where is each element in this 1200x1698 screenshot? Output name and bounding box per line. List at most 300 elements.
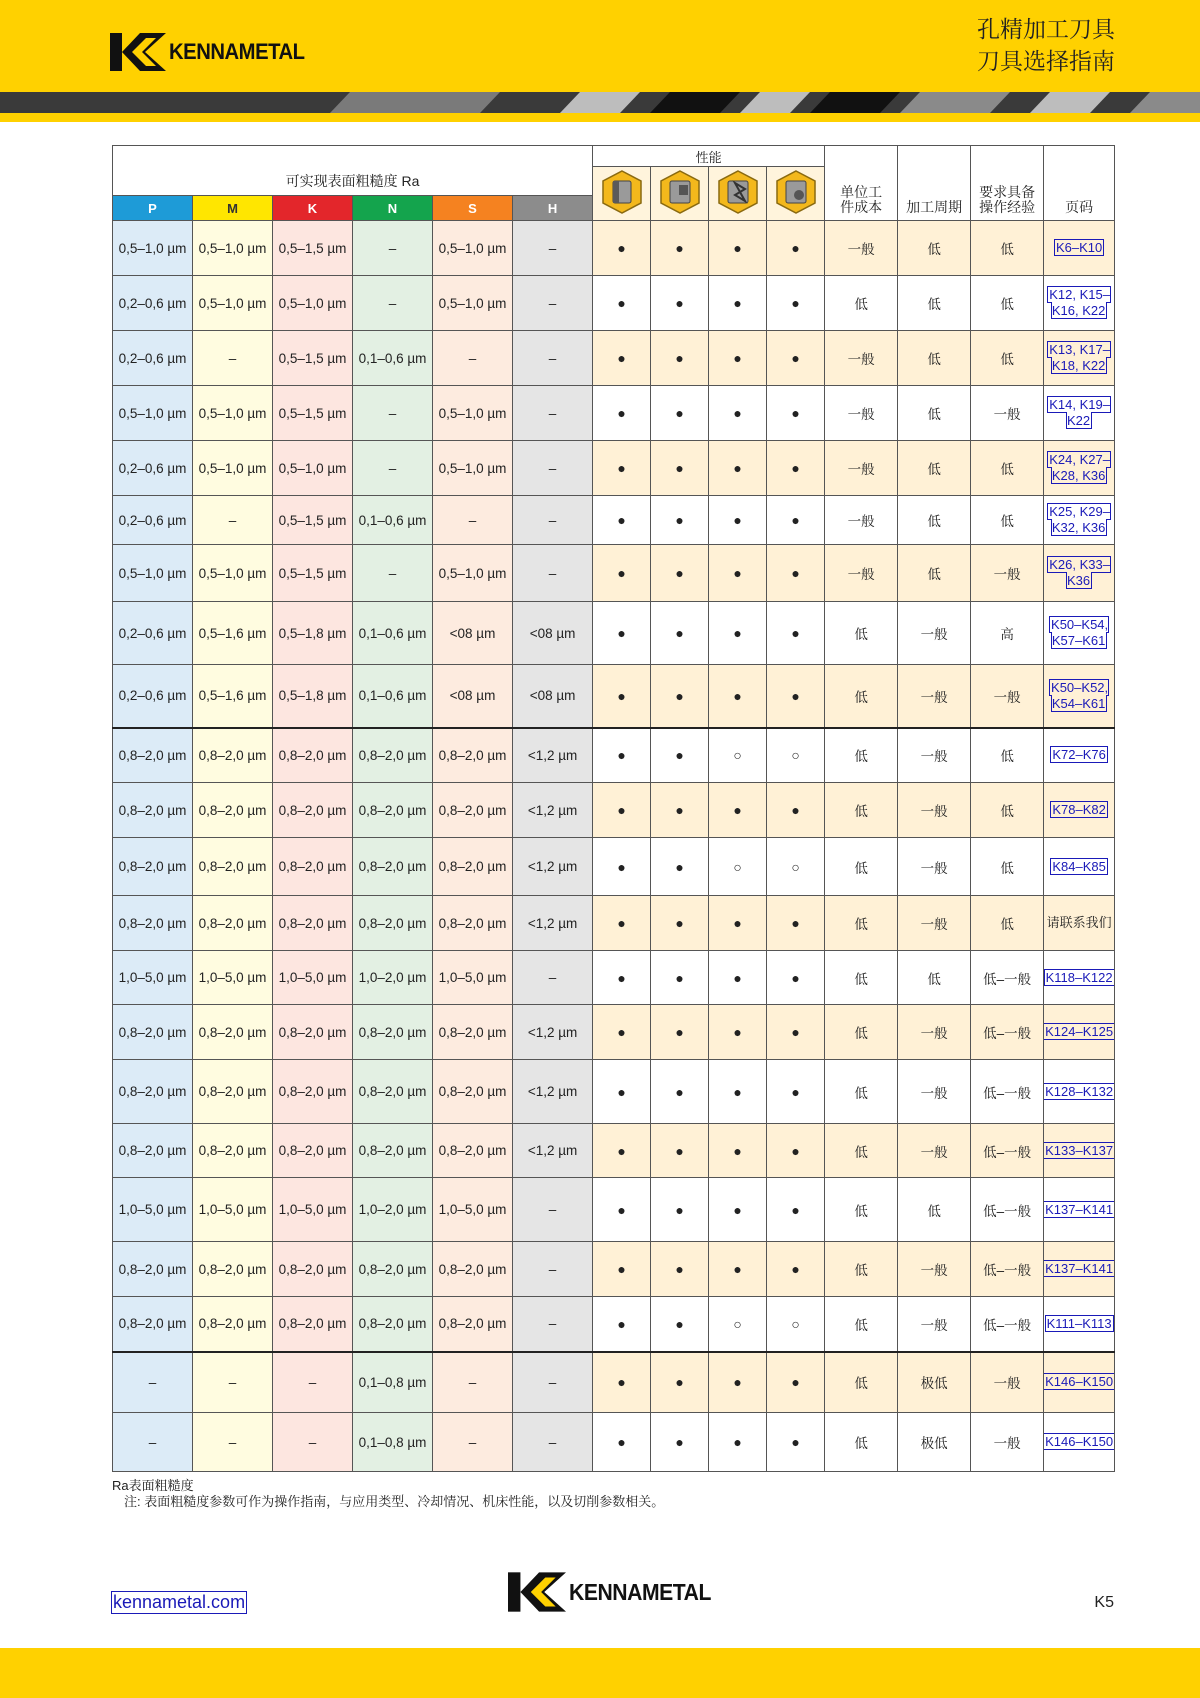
ra-p-cell: 0,8–2,0 µm [113, 1060, 193, 1124]
ra-p-cell: 0,8–2,0 µm [113, 783, 193, 838]
page-ref-cell[interactable] [1044, 665, 1115, 728]
roughness-header: 可实现表面粗糙度 Ra [113, 146, 593, 196]
ra-k-cell: 0,5–1,5 µm [273, 545, 353, 602]
table-row [113, 783, 1115, 838]
cost-cell: 低 [825, 1124, 898, 1178]
ra-p-cell: – [113, 1352, 193, 1413]
cost-cell: 低 [825, 838, 898, 896]
experience-cell: 低–一般 [971, 951, 1044, 1005]
performance-1-cell: ● [593, 728, 651, 783]
cycle-cell: 一般 [898, 1060, 971, 1124]
table-row [113, 728, 1115, 783]
performance-4-cell: ● [767, 1005, 825, 1060]
page-ref-cell[interactable] [1044, 1242, 1115, 1297]
performance-1-cell: ● [593, 1005, 651, 1060]
table-row [113, 1413, 1115, 1472]
performance-2-cell: ● [651, 1242, 709, 1297]
cycle-cell: 低 [898, 386, 971, 441]
experience-cell: 低–一般 [971, 1178, 1044, 1242]
performance-3-cell: ● [709, 1178, 767, 1242]
table-row [113, 221, 1115, 276]
ra-p-cell: 1,0–5,0 µm [113, 1178, 193, 1242]
ra-s-cell: – [433, 496, 513, 545]
kennametal-k-mark-icon [110, 33, 166, 71]
cost-cell: 一般 [825, 496, 898, 545]
cycle-cell: 一般 [898, 1242, 971, 1297]
ra-m-cell: 0,8–2,0 µm [193, 1005, 273, 1060]
page-ref-cell[interactable] [1044, 545, 1115, 602]
ra-s-cell: 0,8–2,0 µm [433, 1060, 513, 1124]
cycle-header: 加工周期 [898, 146, 971, 221]
cycle-cell: 一般 [898, 1005, 971, 1060]
ra-k-cell: 0,8–2,0 µm [273, 896, 353, 951]
ra-n-cell: 0,1–0,6 µm [353, 496, 433, 545]
performance-3-cell: ● [709, 665, 767, 728]
page-ref-link[interactable]: 请联系我们 [1046, 915, 1112, 930]
page-ref-link[interactable]: K128–K132 [1045, 1083, 1114, 1099]
cost-cell: 一般 [825, 386, 898, 441]
ra-m-cell: 0,8–2,0 µm [193, 896, 273, 951]
ra-k-cell: 0,8–2,0 µm [273, 783, 353, 838]
ra-s-cell: 1,0–5,0 µm [433, 951, 513, 1005]
ra-m-cell: 1,0–5,0 µm [193, 951, 273, 1005]
ra-n-cell: – [353, 276, 433, 331]
table-row [113, 896, 1115, 951]
ra-m-cell: 0,5–1,0 µm [193, 545, 273, 602]
performance-2-cell: ● [651, 896, 709, 951]
performance-1-cell: ● [593, 441, 651, 496]
ra-p-cell: 0,2–0,6 µm [113, 331, 193, 386]
cycle-cell: 一般 [898, 665, 971, 728]
performance-1-cell: ● [593, 951, 651, 1005]
cost-cell: 低 [825, 951, 898, 1005]
page-ref-cell[interactable] [1044, 496, 1115, 545]
ra-k-cell: 0,5–1,0 µm [273, 441, 353, 496]
performance-2-cell: ● [651, 1413, 709, 1472]
page-ref-cell[interactable] [1044, 441, 1115, 496]
ra-n-cell: – [353, 441, 433, 496]
ra-s-cell: 0,5–1,0 µm [433, 276, 513, 331]
cycle-cell: 一般 [898, 1124, 971, 1178]
performance-3-cell: ● [709, 1060, 767, 1124]
ra-h-cell: <1,2 µm [513, 728, 593, 783]
page-ref-cell[interactable] [1044, 1413, 1115, 1472]
ra-s-cell: 0,8–2,0 µm [433, 1242, 513, 1297]
yellow-rule [0, 113, 1200, 122]
ra-n-cell: 0,1–0,8 µm [353, 1352, 433, 1413]
page-ref-link[interactable]: K13, K17–K18, K22 [1049, 342, 1110, 373]
performance-2-cell: ● [651, 386, 709, 441]
performance-2-cell: ● [651, 221, 709, 276]
performance-3-cell: ● [709, 1124, 767, 1178]
ra-p-cell: 0,8–2,0 µm [113, 1297, 193, 1352]
performance-2-cell: ● [651, 496, 709, 545]
ra-s-cell: – [433, 1413, 513, 1472]
ra-k-cell: 0,5–1,8 µm [273, 602, 353, 665]
experience-cell: 低–一般 [971, 1124, 1044, 1178]
ra-k-cell: 0,5–1,0 µm [273, 276, 353, 331]
table-row [113, 1242, 1115, 1297]
experience-cell: 低 [971, 728, 1044, 783]
page-ref-cell[interactable] [1044, 1178, 1115, 1242]
performance-1-cell: ● [593, 1352, 651, 1413]
cost-cell: 低 [825, 665, 898, 728]
ra-s-cell: 0,8–2,0 µm [433, 1005, 513, 1060]
performance-3-cell: ○ [709, 1297, 767, 1352]
table-row [113, 1352, 1115, 1413]
kennametal-logo [110, 33, 316, 71]
performance-2-cell: ● [651, 1297, 709, 1352]
ra-s-cell: <08 µm [433, 602, 513, 665]
cost-cell: 低 [825, 1297, 898, 1352]
page-ref-cell[interactable] [1044, 276, 1115, 331]
ra-m-cell: 0,5–1,0 µm [193, 386, 273, 441]
ra-h-cell: <1,2 µm [513, 1060, 593, 1124]
cycle-cell: 一般 [898, 728, 971, 783]
page-ref-link[interactable]: K24, K27–K28, K36 [1049, 452, 1110, 483]
ra-h-cell: <08 µm [513, 665, 593, 728]
performance-2-cell: ● [651, 1352, 709, 1413]
page-ref-cell[interactable] [1044, 1124, 1115, 1178]
page-ref-link[interactable]: K6–K10 [1055, 240, 1103, 255]
ra-p-cell: 0,2–0,6 µm [113, 441, 193, 496]
experience-cell: 低 [971, 276, 1044, 331]
table-row [113, 838, 1115, 896]
performance-1-cell: ● [593, 221, 651, 276]
cost-cell: 低 [825, 1178, 898, 1242]
page-ref-cell[interactable] [1044, 1060, 1115, 1124]
note-guidance: 注: 表面粗糙度参数可作为操作指南，与应用类型、冷却情况、机床性能，以及切削参数相关。 [124, 1494, 665, 1509]
table-row [113, 951, 1115, 1005]
ra-h-cell: – [513, 331, 593, 386]
ra-n-cell: 1,0–2,0 µm [353, 951, 433, 1005]
material-header-h: H [513, 196, 593, 221]
table-row [113, 1297, 1115, 1352]
ra-h-cell: <1,2 µm [513, 896, 593, 951]
page-ref-cell[interactable] [1044, 602, 1115, 665]
ra-n-cell: 0,8–2,0 µm [353, 838, 433, 896]
experience-cell: 低–一般 [971, 1060, 1044, 1124]
performance-4-cell: ● [767, 386, 825, 441]
page-ref-cell[interactable] [1044, 951, 1115, 1005]
cost-cell: 一般 [825, 221, 898, 276]
ra-h-cell: <1,2 µm [513, 1005, 593, 1060]
experience-cell: 低 [971, 496, 1044, 545]
page-ref-link[interactable]: K118–K122 [1045, 969, 1113, 985]
ra-p-cell: 0,2–0,6 µm [113, 602, 193, 665]
performance-4-cell: ● [767, 1124, 825, 1178]
tool-type-1-icon [593, 167, 651, 221]
ra-s-cell: 0,5–1,0 µm [433, 545, 513, 602]
page-ref-link[interactable]: K111–K113 [1046, 1315, 1112, 1331]
ra-h-cell: – [513, 1352, 593, 1413]
ra-h-cell: <1,2 µm [513, 783, 593, 838]
table-row [113, 331, 1115, 386]
page-ref-cell[interactable] [1044, 1297, 1115, 1352]
cycle-cell: 一般 [898, 1297, 971, 1352]
ra-n-cell: 0,1–0,6 µm [353, 665, 433, 728]
performance-1-cell: ● [593, 1124, 651, 1178]
ra-k-cell: 0,8–2,0 µm [273, 728, 353, 783]
cost-cell: 低 [825, 602, 898, 665]
ra-k-cell: 1,0–5,0 µm [273, 951, 353, 1005]
experience-cell: 一般 [971, 386, 1044, 441]
cycle-cell: 极低 [898, 1413, 971, 1472]
page-ref-link[interactable]: K133–K137 [1045, 1142, 1114, 1158]
ra-m-cell: 0,8–2,0 µm [193, 783, 273, 838]
experience-cell: 低 [971, 838, 1044, 896]
page-ref-link[interactable]: K72–K76 [1052, 747, 1106, 763]
ra-k-cell: 0,8–2,0 µm [273, 1297, 353, 1352]
ra-p-cell: 1,0–5,0 µm [113, 951, 193, 1005]
performance-4-cell: ● [767, 496, 825, 545]
cycle-cell: 低 [898, 951, 971, 1005]
ra-n-cell: 0,8–2,0 µm [353, 783, 433, 838]
note-ra-definition: Ra表面粗糙度 [112, 1478, 194, 1493]
ra-n-cell: 0,8–2,0 µm [353, 896, 433, 951]
ra-m-cell: 0,5–1,6 µm [193, 665, 273, 728]
decorative-stripe-band [0, 92, 1200, 113]
cost-cell: 低 [825, 728, 898, 783]
experience-cell: 一般 [971, 665, 1044, 728]
performance-3-cell: ○ [709, 728, 767, 783]
ra-h-cell: <08 µm [513, 602, 593, 665]
ra-n-cell: 0,8–2,0 µm [353, 1124, 433, 1178]
ra-n-cell: – [353, 386, 433, 441]
ra-h-cell: <1,2 µm [513, 838, 593, 896]
cycle-cell: 低 [898, 496, 971, 545]
performance-2-cell: ● [651, 838, 709, 896]
material-header-k: K [273, 196, 353, 221]
performance-3-cell: ● [709, 1242, 767, 1297]
ra-p-cell: 0,8–2,0 µm [113, 728, 193, 783]
performance-4-cell: ● [767, 221, 825, 276]
performance-3-cell: ● [709, 496, 767, 545]
cost-cell: 低 [825, 783, 898, 838]
ra-m-cell: 0,5–1,0 µm [193, 276, 273, 331]
experience-cell: 低–一般 [971, 1297, 1044, 1352]
ra-p-cell: 0,5–1,0 µm [113, 221, 193, 276]
performance-4-cell: ● [767, 783, 825, 838]
performance-1-cell: ● [593, 276, 651, 331]
performance-3-cell: ● [709, 602, 767, 665]
performance-3-cell: ● [709, 276, 767, 331]
page-ref-cell[interactable] [1044, 896, 1115, 951]
ra-m-cell: – [193, 331, 273, 386]
page-ref-link[interactable]: K146–K150 [1045, 1434, 1114, 1449]
performance-4-cell: ● [767, 1178, 825, 1242]
ra-s-cell: 0,5–1,0 µm [433, 441, 513, 496]
ra-m-cell: 0,8–2,0 µm [193, 1124, 273, 1178]
page-ref-link[interactable]: K137–K141 [1045, 1261, 1114, 1276]
performance-4-cell: ● [767, 896, 825, 951]
ra-k-cell: 0,5–1,8 µm [273, 665, 353, 728]
performance-3-cell: ● [709, 441, 767, 496]
title-line-1: 孔精加工刀具 [977, 17, 1115, 43]
page-ref-link[interactable]: K50–K54, K57–K61 [1051, 617, 1109, 648]
experience-cell: 低 [971, 441, 1044, 496]
page-ref-link[interactable]: K84–K85 [1052, 858, 1106, 874]
ra-s-cell: 0,8–2,0 µm [433, 838, 513, 896]
ra-n-cell: 0,1–0,6 µm [353, 602, 433, 665]
ra-p-cell: 0,5–1,0 µm [113, 386, 193, 441]
cycle-cell: 一般 [898, 838, 971, 896]
page-ref-cell[interactable] [1044, 1005, 1115, 1060]
page-ref-link[interactable]: K25, K29–K32, K36 [1049, 504, 1110, 535]
ra-n-cell: 0,8–2,0 µm [353, 1242, 433, 1297]
bottom-banner [0, 1648, 1200, 1698]
ra-s-cell: 0,8–2,0 µm [433, 783, 513, 838]
experience-cell: 低–一般 [971, 1242, 1044, 1297]
performance-3-cell: ● [709, 1413, 767, 1472]
ra-s-cell: 0,8–2,0 µm [433, 1297, 513, 1352]
table-row [113, 496, 1115, 545]
ra-n-cell: 1,0–2,0 µm [353, 1178, 433, 1242]
ra-s-cell: – [433, 331, 513, 386]
performance-header: 性能 [593, 146, 825, 167]
ra-n-cell: 0,8–2,0 µm [353, 1005, 433, 1060]
footer-brand-name: KENNAMETAL [569, 1578, 711, 1605]
cycle-cell: 低 [898, 441, 971, 496]
material-header-n: N [353, 196, 433, 221]
ra-k-cell: 0,5–1,5 µm [273, 331, 353, 386]
footer-kennametal-logo [508, 1572, 723, 1612]
performance-4-cell: ● [767, 1413, 825, 1472]
ra-s-cell: 0,8–2,0 µm [433, 728, 513, 783]
performance-4-cell: ○ [767, 838, 825, 896]
table-row [113, 1124, 1115, 1178]
ra-m-cell: – [193, 496, 273, 545]
cost-cell: 低 [825, 1242, 898, 1297]
title-line-2: 刀具选择指南 [977, 49, 1115, 75]
cost-cell: 一般 [825, 331, 898, 386]
page-ref-cell[interactable] [1044, 386, 1115, 441]
material-header-s: S [433, 196, 513, 221]
table-row [113, 1060, 1115, 1124]
page-ref-link[interactable]: K26, K33–K36 [1049, 557, 1110, 588]
ra-h-cell: – [513, 386, 593, 441]
page-ref-cell[interactable] [1044, 221, 1115, 276]
cost-cell: 一般 [825, 545, 898, 602]
ra-s-cell: – [433, 1352, 513, 1413]
ra-s-cell: 0,8–2,0 µm [433, 896, 513, 951]
performance-1-cell: ● [593, 602, 651, 665]
performance-4-cell: ● [767, 276, 825, 331]
performance-1-cell: ● [593, 386, 651, 441]
performance-4-cell: ○ [767, 1297, 825, 1352]
ra-n-cell: – [353, 221, 433, 276]
ra-s-cell: 0,5–1,0 µm [433, 386, 513, 441]
page-header: 页码 [1044, 146, 1115, 221]
ra-p-cell: 0,8–2,0 µm [113, 838, 193, 896]
performance-2-cell: ● [651, 951, 709, 1005]
performance-1-cell: ● [593, 1060, 651, 1124]
performance-4-cell: ● [767, 602, 825, 665]
performance-4-cell: ● [767, 441, 825, 496]
performance-2-cell: ● [651, 665, 709, 728]
experience-cell: 低 [971, 896, 1044, 951]
page-ref-link[interactable]: K124–K125 [1045, 1024, 1114, 1039]
ra-k-cell: 0,8–2,0 µm [273, 1060, 353, 1124]
performance-1-cell: ● [593, 1178, 651, 1242]
ra-p-cell: – [113, 1413, 193, 1472]
performance-2-cell: ● [651, 1005, 709, 1060]
page-ref-cell[interactable] [1044, 331, 1115, 386]
ra-n-cell: – [353, 545, 433, 602]
tool-type-4-icon [767, 167, 825, 221]
page-ref-link[interactable]: K78–K82 [1052, 802, 1106, 817]
performance-4-cell: ● [767, 1060, 825, 1124]
cost-header: 单位工件成本 [825, 146, 898, 221]
page-ref-cell[interactable] [1044, 838, 1115, 896]
footer-kennametal-k-mark-icon [508, 1572, 566, 1612]
experience-cell: 低 [971, 331, 1044, 386]
page-ref-link[interactable]: K146–K150 [1045, 1374, 1114, 1390]
performance-1-cell: ● [593, 1242, 651, 1297]
page-ref-link[interactable]: K50–K52, K54–K61 [1051, 679, 1109, 711]
table-row [113, 1005, 1115, 1060]
cost-cell: 低 [825, 1005, 898, 1060]
ra-k-cell: 0,5–1,5 µm [273, 496, 353, 545]
ra-s-cell: 1,0–5,0 µm [433, 1178, 513, 1242]
performance-1-cell: ● [593, 838, 651, 896]
performance-2-cell: ● [651, 276, 709, 331]
ra-n-cell: 0,8–2,0 µm [353, 1060, 433, 1124]
performance-3-cell: ● [709, 545, 767, 602]
website-link[interactable]: kennametal.com [113, 1592, 246, 1612]
ra-h-cell: – [513, 276, 593, 331]
performance-1-cell: ● [593, 1297, 651, 1352]
performance-2-cell: ● [651, 783, 709, 838]
page-ref-cell[interactable] [1044, 783, 1115, 838]
performance-1-cell: ● [593, 665, 651, 728]
performance-3-cell: ● [709, 331, 767, 386]
table-row [113, 545, 1115, 602]
page-ref-link[interactable]: K14, K19–K22 [1049, 397, 1110, 428]
ra-h-cell: – [513, 441, 593, 496]
page-ref-link[interactable]: K137–K141 [1045, 1201, 1114, 1217]
page-ref-cell[interactable] [1044, 1352, 1115, 1413]
cost-cell: 低 [825, 1413, 898, 1472]
page-number: K5 [1094, 1594, 1114, 1611]
performance-3-cell: ● [709, 896, 767, 951]
cost-cell: 低 [825, 896, 898, 951]
cost-cell: 一般 [825, 441, 898, 496]
ra-h-cell: – [513, 221, 593, 276]
cycle-cell: 低 [898, 331, 971, 386]
ra-p-cell: 0,8–2,0 µm [113, 1005, 193, 1060]
performance-2-cell: ● [651, 1178, 709, 1242]
cycle-cell: 一般 [898, 602, 971, 665]
ra-s-cell: 0,5–1,0 µm [433, 221, 513, 276]
cost-cell: 低 [825, 276, 898, 331]
ra-m-cell: 0,5–1,0 µm [193, 221, 273, 276]
tool-selection-table [112, 145, 1115, 1472]
page-ref-cell[interactable] [1044, 728, 1115, 783]
page-ref-link[interactable]: K12, K15–K16, K22 [1049, 287, 1110, 318]
performance-3-cell: ● [709, 1005, 767, 1060]
ra-m-cell: 0,8–2,0 µm [193, 728, 273, 783]
table-row [113, 665, 1115, 728]
ra-n-cell: 0,1–0,6 µm [353, 331, 433, 386]
performance-3-cell: ● [709, 783, 767, 838]
material-header-p: P [113, 196, 193, 221]
material-header-m: M [193, 196, 273, 221]
table-row [113, 441, 1115, 496]
performance-2-cell: ● [651, 545, 709, 602]
experience-cell: 低 [971, 783, 1044, 838]
experience-cell: 高 [971, 602, 1044, 665]
